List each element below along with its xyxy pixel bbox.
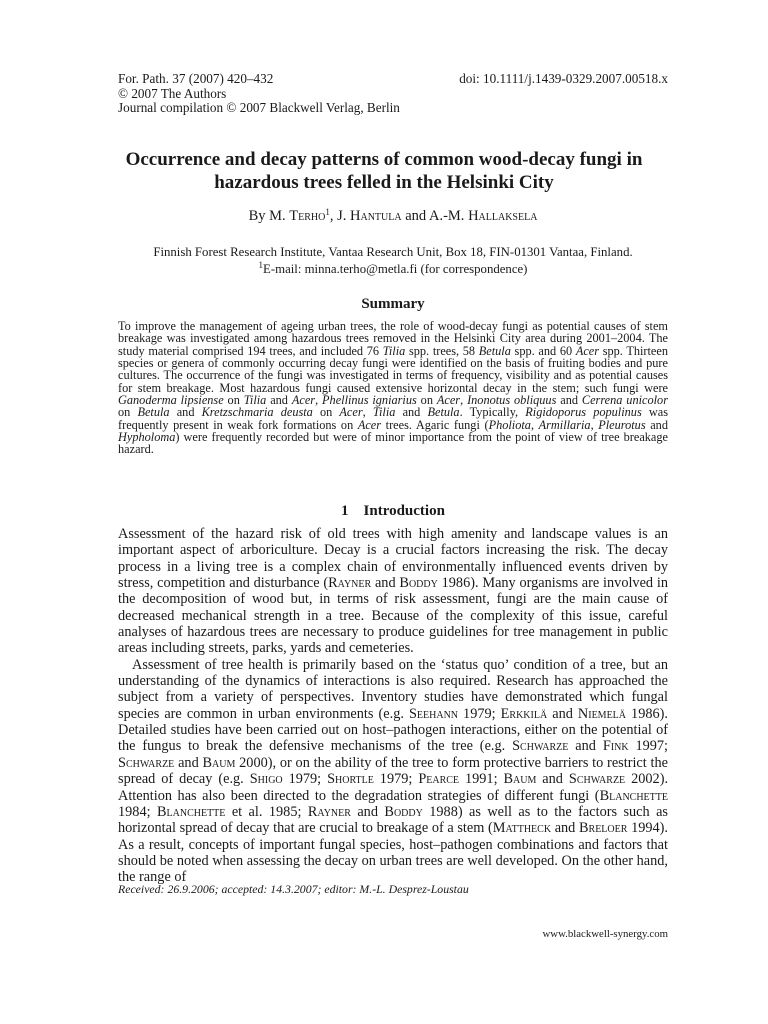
authors-sep: , J.: [329, 208, 351, 224]
doi: doi: 10.1111/j.1439-0329.2007.00518.x: [459, 71, 668, 86]
summary-heading: Summary: [361, 296, 425, 312]
author-hantula: Hantula: [350, 208, 402, 224]
journal-header: [118, 72, 400, 116]
title-line-2: hazardous trees felled in the Helsinki City: [214, 172, 554, 193]
journal-compilation: Journal compilation © 2007 Blackwell Verlag, Berlin: [118, 100, 400, 115]
correspondence-email: [118, 261, 668, 278]
author-footnote-mark: 1: [325, 207, 330, 217]
authors-by: By M.: [248, 208, 290, 224]
copyright-line: © 2007 The Authors: [118, 85, 227, 101]
affiliation: [118, 244, 668, 277]
author-hallaksela: Hallaksela: [468, 208, 538, 224]
author-line: [118, 207, 668, 225]
institute: Finnish Forest Research Institute, Vantaa Research Unit, Box 18, FIN-01301 Vantaa, Finland.: [153, 245, 633, 259]
footer-url[interactable]: www.blackwell-synergy.com: [542, 928, 668, 940]
journal-citation: For. Path. 37 (2007) 420–432: [118, 71, 274, 86]
summary-abstract: To improve the management of ageing urban trees, the role of wood-decay fungi as potential causes of stem breakage was investigated among hazardous trees removed in the Helsinki City area during 2001–2004. The study material comprised 194 trees, and included 76 Tilia spp. trees, 58 Betula spp. and 60 Acer spp. Thirteen species or genera of commonly occurring decay fungi were identified on the basis of fruiting bodies and pure cultures. The occurrence of the fungi was investigated in terms of frequency, visibility and as potential causes for stem breakage. Most hazardous fungi caused extensive horizontal decay in the stem; such fungi were Ganoderma lipsiense on Tilia and Acer, Phellinus igniarius on Acer, Inonotus obliquus and Cerrena unicolor on Betula and Kretzschmaria deusta on Acer, Tilia and Betula. Typically, Rigidoporus populinus was frequently present in weak fork formations on Acer trees. Agaric fungi (Pholiota, Armillaria, Pleurotus and Hypholoma) were frequently recorded but were of minor importance from the point of view of tree breakage hazard.: [118, 319, 669, 457]
introduction-body: [118, 526, 668, 886]
email-text: E-mail: minna.terho@metla.fi (for correspondence): [263, 261, 528, 276]
email-footnote-mark: 1: [258, 259, 264, 270]
paper-title: [100, 148, 668, 194]
authors-sep: and A.-M.: [401, 208, 469, 224]
introduction-heading: 1 Introduction: [341, 503, 445, 519]
received-dates: Received: 26.9.2006; accepted: 14.3.2007; editor: M.-L. Desprez-Loustau: [118, 882, 469, 896]
title-line-1: Occurrence and decay patterns of common wood-decay fungi in: [125, 149, 643, 170]
author-terho: Terho: [289, 208, 326, 224]
intro-paragraph-2: Assessment of tree health is primarily based on the ‘status quo’ condition of a tree, but an understanding of the dynamics of interactions is also required. Research has approached the subject from a variety of perspectives. Inventory studies have demonstrated which fungal species are common in urban environments (e.g. Seehann 1979; Erkkilä and Niemelä 1986). Detailed studies have been carried out on host–pathogen interactions, either on the potential of the fungus to break the defensive mechanisms of the tree (e.g. Schwarze and Fink 1997; Schwarze and Baum 2000), or on the ability of the tree to form protective barriers to restrict the spread of decay (e.g. Shigo 1979; Shortle 1979; Pearce 1991; Baum and Schwarze 2002). Attention has also been directed to the degradation strategies of different fungi (Blanchette 1984; Blanchette et al. 1985; Rayner and Boddy 1988) as well as to the factors such as horizontal spread of decay that are crucial to breakage of a stem (Mattheck and Breloer 1994). As a result, concepts of important fungal species, host–pathogen combinations and factors that should be noted when assessing the decay on urban trees are well developed. On the other hand, the range of: [118, 656, 669, 886]
intro-paragraph-1: Assessment of the hazard risk of old trees with high amenity and landscape values is an important aspect of arboriculture. Decay is a crucial factors increasing the risk. The decay process in a living tree is a complex chain of environmentally influenced events driven by stress, competition and disturbance (Rayner and Boddy 1986). Many organisms are involved in the decomposition of wood but, in terms of risk assessment, fungi are the main cause of decreased mechanical strength in a tree. Because of the complexity of this issue, careful analyses of hazardous trees are necessary to produce guidelines for tree management in public areas including streets, parks, yards and cemeteries.: [118, 526, 668, 657]
